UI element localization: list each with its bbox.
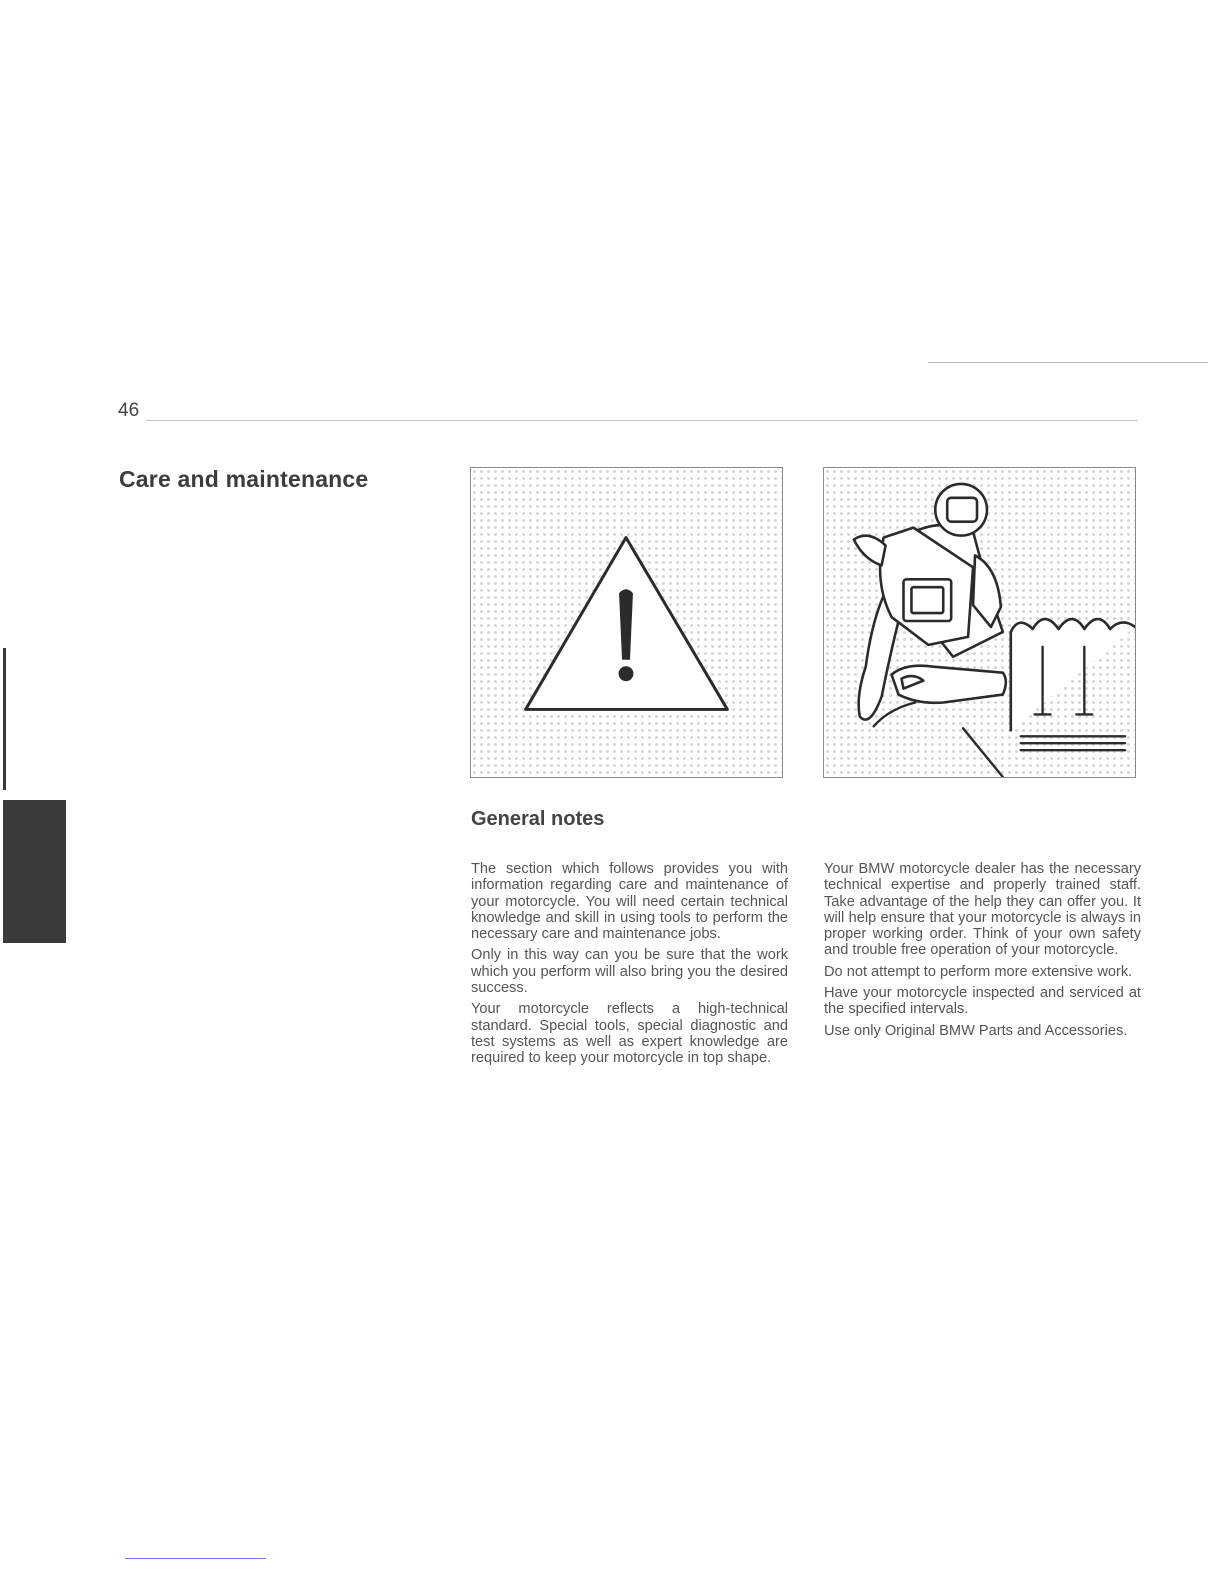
right-text-column bbox=[824, 861, 1141, 1044]
warning-triangle-icon bbox=[471, 468, 782, 777]
general-notes-heading: General notes bbox=[471, 808, 605, 830]
left-text-column bbox=[471, 861, 788, 1072]
thumb-tab-edge bbox=[3, 648, 6, 790]
paragraph: Have your motorcycle inspected and serviced at the specified intervals. bbox=[824, 985, 1141, 1018]
warning-figure bbox=[470, 467, 783, 778]
paragraph: Your BMW motorcycle dealer has the necessary technical expertise and properly trained staff. Take advantage of the help they can offer you. It will help ensure that your motorcycle is always in proper working order. Think of your own safety and trouble free operation of your motorcycle. bbox=[824, 861, 1141, 959]
paragraph: Use only Original BMW Parts and Accessories. bbox=[824, 1022, 1128, 1039]
rider-service-figure bbox=[823, 467, 1136, 778]
bottom-rule bbox=[125, 1558, 266, 1559]
thumb-tab bbox=[3, 800, 66, 943]
top-edge-rule bbox=[928, 362, 1208, 363]
header-rule bbox=[146, 420, 1138, 421]
section-title: Care and maintenance bbox=[119, 466, 369, 492]
paragraph: Your motorcycle reflects a high-technical standard. Special tools, special diagnostic and test systems as well as expert knowledge are required to keep your motorcycle in top shape. bbox=[471, 1001, 788, 1067]
page-number: 46 bbox=[118, 400, 140, 421]
paragraph: Only in this way can you be sure that the work which you perform will also bring you the desired success. bbox=[471, 947, 788, 997]
paragraph: Do not attempt to perform more extensive work. bbox=[824, 963, 1133, 980]
paragraph: The section which follows provides you with information regarding care and maintenance of your motorcycle. You will need certain technical knowledge and skill in using tools to perform the necessary care and maintenance jobs. bbox=[471, 861, 788, 943]
motorcycle-rider-service-hand-icon bbox=[824, 468, 1135, 777]
